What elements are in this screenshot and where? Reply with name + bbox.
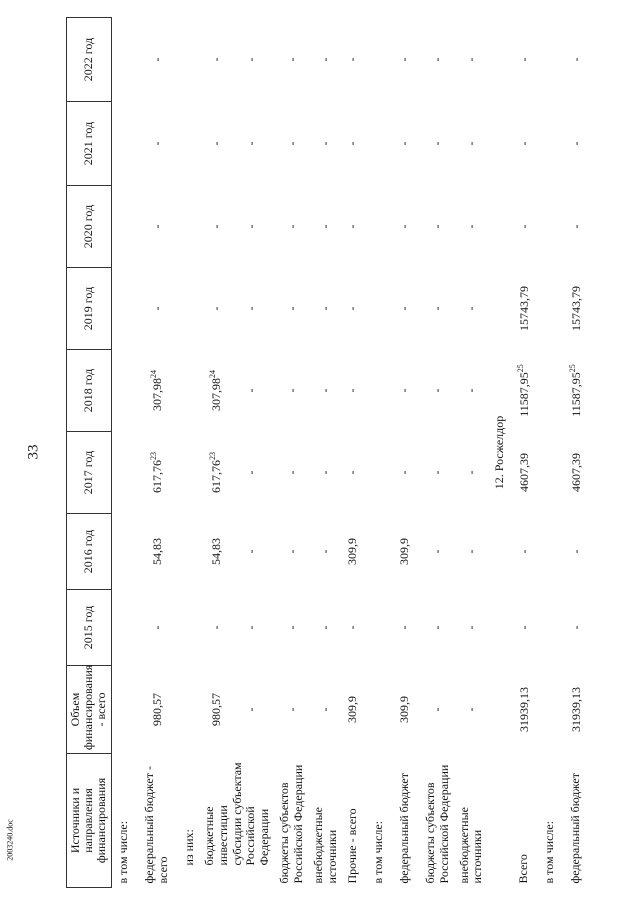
row-value [563,590,589,666]
row-value [537,186,563,268]
row-value [537,18,563,102]
table-row [366,18,392,888]
row-value [203,432,231,514]
row-value [137,350,177,432]
cell-value: - [430,57,445,62]
row-value [312,590,340,666]
row-value [312,102,340,186]
footnote-mark: 23 [148,452,158,460]
cell-value: - [430,388,445,393]
cell-value: - [318,306,333,311]
cell-value: - [516,57,531,62]
cell-value: - [463,388,478,393]
row-value [563,432,589,514]
row-value [537,350,563,432]
row-value [511,666,537,754]
row-label: федеральный бюджет [396,773,411,884]
row-value [418,590,458,666]
cell-value: - [243,625,258,630]
footnote-mark: 23 [208,452,218,460]
row-value [231,102,272,186]
row-label: Прочие - всего [344,808,359,884]
row-value [111,350,137,432]
row-value [366,18,392,102]
row-value [458,350,486,432]
cell-value: - [397,224,412,229]
row-value [458,666,486,754]
row-value [418,432,458,514]
header-year: 2017 год [67,432,112,514]
row-value [511,186,537,268]
cell-value: - [430,707,445,712]
row-value [511,514,537,590]
row-value [137,590,177,666]
row-value [392,432,418,514]
cell-value: - [209,625,224,630]
cell-value: - [284,625,299,630]
row-value [537,268,563,350]
row-value [203,350,231,432]
row-value [366,514,392,590]
row-value [340,350,366,432]
row-value [537,432,563,514]
cell-value: - [345,625,360,630]
row-value [111,590,137,666]
row-label: бюджетные инвестиции [202,805,230,866]
row-value [392,590,418,666]
header-year: 2021 год [67,102,112,186]
row-value [177,102,203,186]
cell-value: 309,9 [397,538,412,565]
row-value [458,102,486,186]
row-value [392,268,418,350]
row-value [458,18,486,102]
header-total: Объем финансирования - всего [67,666,112,754]
cell-value: 309,9 [345,696,360,723]
row-value [537,102,563,186]
row-value [418,514,458,590]
row-value [203,590,231,666]
cell-value: - [318,470,333,475]
cell-value: - [209,57,224,62]
row-label: федеральный бюджет [568,773,583,884]
row-value [177,268,203,350]
cell-value: - [284,224,299,229]
row-value [137,666,177,754]
row-value [418,186,458,268]
row-value [563,268,589,350]
cell-value: - [284,306,299,311]
row-value [392,666,418,754]
cell-value: - [149,57,164,62]
row-label: в том числе: [116,820,131,884]
row-value [272,590,312,666]
row-label: субсидии субъектам Российской Федерации [229,762,272,866]
cell-value: - [345,470,360,475]
row-value [272,268,312,350]
table-row [111,18,137,888]
row-label: бюджеты субъектов Российской Федерации [277,764,306,884]
section-title: 12. Росжелдор [491,415,506,490]
row-value [458,514,486,590]
cell-value: 307,98 [209,378,224,411]
row-value [458,590,486,666]
table-row [392,18,418,888]
table-row [137,18,177,888]
row-value [231,186,272,268]
row-value [177,186,203,268]
row-value [111,18,137,102]
cell-value: - [149,141,164,146]
row-value [231,514,272,590]
cell-value: - [397,57,412,62]
row-value [312,432,340,514]
row-value [177,666,203,754]
cell-value: - [243,224,258,229]
row-value [312,186,340,268]
table-row [511,18,537,888]
cell-value: 15743,79 [516,286,531,331]
row-value [177,590,203,666]
row-value [511,350,537,432]
table-row [563,18,589,888]
cell-value: - [568,141,583,146]
cell-value: - [284,549,299,554]
cell-value: - [568,625,583,630]
cell-value: - [397,388,412,393]
cell-value: - [209,306,224,311]
footnote-mark: 24 [208,370,218,378]
row-value [366,102,392,186]
cell-value: - [568,224,583,229]
row-value [392,514,418,590]
row-value [392,350,418,432]
row-value [511,590,537,666]
row-value [563,186,589,268]
row-value [511,18,537,102]
cell-value: - [284,141,299,146]
row-value [312,350,340,432]
cell-value: - [345,224,360,229]
header-year: 2016 год [67,514,112,590]
row-value [111,666,137,754]
table-row [231,18,272,888]
cell-value: - [463,549,478,554]
row-value [418,350,458,432]
cell-value: - [284,470,299,475]
row-value [312,268,340,350]
financing-table [66,17,589,888]
section-row [485,18,511,888]
row-value [537,666,563,754]
row-label: внебюджетные источники [311,807,339,884]
row-value [231,350,272,432]
cell-value: - [345,388,360,393]
header-year: 2022 год [67,18,112,102]
row-value [272,102,312,186]
row-value [340,268,366,350]
table-row [177,18,203,888]
row-value [177,350,203,432]
cell-value: - [318,625,333,630]
row-value [231,432,272,514]
cell-value: 980,57 [209,693,224,726]
row-value [458,268,486,350]
row-label: федеральный бюджет - всего [142,766,171,884]
row-value [203,268,231,350]
cell-value: - [430,549,445,554]
row-value [137,186,177,268]
cell-value: - [397,470,412,475]
header-year: 2020 год [67,186,112,268]
row-label: Всего [516,854,531,884]
row-value [511,432,537,514]
row-value [203,102,231,186]
cell-value: - [516,625,531,630]
cell-value: - [463,306,478,311]
row-value [231,590,272,666]
cell-value: 307,98 [149,378,164,411]
cell-value: - [284,388,299,393]
row-value [511,268,537,350]
row-value [340,186,366,268]
cell-value: - [318,224,333,229]
row-value [366,590,392,666]
footnote-mark: 25 [567,364,577,373]
cell-value: - [568,57,583,62]
row-value [563,18,589,102]
cell-value: - [149,224,164,229]
cell-value: - [243,141,258,146]
row-label: в том числе: [542,820,557,884]
row-value [312,18,340,102]
cell-value: - [284,707,299,712]
cell-value: - [516,549,531,554]
row-value [418,102,458,186]
row-value [340,18,366,102]
row-value [458,432,486,514]
cell-value: 11587,95 [516,372,531,417]
cell-value: - [318,549,333,554]
row-value [511,102,537,186]
footnote-mark: 24 [148,370,158,378]
header-year: 2018 год [67,350,112,432]
cell-value: - [243,707,258,712]
row-value [312,666,340,754]
cell-value: 31939,13 [516,687,531,732]
cell-value: - [430,625,445,630]
cell-value: 980,57 [149,693,164,726]
header-year: 2015 год [67,590,112,666]
row-value [366,268,392,350]
cell-value: 617,76 [209,460,224,493]
row-label: внебюджетные источники [456,807,485,884]
cell-value: - [463,141,478,146]
row-value [272,186,312,268]
table-row [537,18,563,888]
cell-value: 11587,95 [568,372,583,417]
row-value [203,18,231,102]
cell-value: - [318,707,333,712]
row-value [137,514,177,590]
cell-value: - [430,224,445,229]
row-value [203,514,231,590]
row-value [111,514,137,590]
table-row [203,18,231,888]
row-value [418,268,458,350]
cell-value: 54,83 [209,538,224,565]
row-label: бюджеты субъектов Российской Федерации [422,764,451,884]
cell-value: - [463,707,478,712]
cell-value: - [243,388,258,393]
row-label: из них: [182,829,197,866]
row-value [366,186,392,268]
row-label: в том числе: [370,820,385,884]
cell-value: 617,76 [149,460,164,493]
cell-value: - [318,388,333,393]
row-value [312,514,340,590]
row-value [111,102,137,186]
row-value [340,666,366,754]
row-value [272,514,312,590]
cell-value: - [243,57,258,62]
row-value [366,350,392,432]
cell-value: 4607,39 [516,453,531,492]
table-header-row [67,18,112,888]
row-value [137,432,177,514]
row-value [137,268,177,350]
row-value [418,18,458,102]
row-value [272,18,312,102]
header-source: Источники и направления финансирования [67,754,112,888]
cell-value: - [318,57,333,62]
cell-value: - [243,549,258,554]
row-value [203,666,231,754]
row-value [231,268,272,350]
table-row [340,18,366,888]
cell-value: 309,9 [345,538,360,565]
cell-value: - [568,549,583,554]
cell-value: - [149,625,164,630]
page-number: 33 [25,444,42,460]
footnote-mark: 25 [515,364,525,373]
row-value [392,186,418,268]
row-value [340,102,366,186]
cell-value: - [243,470,258,475]
row-value [537,590,563,666]
row-value [177,514,203,590]
table-row [418,18,458,888]
row-value [137,18,177,102]
table-row [458,18,486,888]
row-value [203,186,231,268]
cell-value: - [284,57,299,62]
cell-value: - [209,224,224,229]
row-value [231,666,272,754]
cell-value: - [463,470,478,475]
document-code: 2003240.doc [5,819,15,861]
row-value [111,432,137,514]
cell-value: - [209,141,224,146]
row-value [392,18,418,102]
cell-value: - [516,141,531,146]
row-value [111,268,137,350]
cell-value: - [345,306,360,311]
cell-value: - [243,306,258,311]
row-value [563,666,589,754]
row-value [458,186,486,268]
row-value [272,350,312,432]
cell-value: - [397,306,412,311]
cell-value: - [516,224,531,229]
cell-value: 31939,13 [568,687,583,732]
row-value [177,18,203,102]
financing-table-container [66,18,606,888]
row-value [137,102,177,186]
cell-value: - [397,625,412,630]
row-value [563,102,589,186]
cell-value: - [463,57,478,62]
cell-value: - [318,141,333,146]
row-value [111,186,137,268]
row-value [563,514,589,590]
cell-value: - [430,306,445,311]
row-value [366,432,392,514]
row-value [272,432,312,514]
table-row [312,18,340,888]
row-value [231,18,272,102]
row-value [418,666,458,754]
cell-value: - [463,224,478,229]
row-value [177,432,203,514]
row-value [366,666,392,754]
row-value [340,514,366,590]
cell-value: - [430,470,445,475]
row-value [272,666,312,754]
cell-value: 15743,79 [568,286,583,331]
table-body [111,18,589,888]
cell-value: - [463,625,478,630]
cell-value: - [430,141,445,146]
row-value [340,432,366,514]
header-year: 2019 год [67,268,112,350]
row-value [340,590,366,666]
cell-value: - [149,306,164,311]
cell-value: 309,9 [397,696,412,723]
table-row [272,18,312,888]
row-value [392,102,418,186]
cell-value: - [397,141,412,146]
cell-value: 54,83 [149,538,164,565]
row-value [563,350,589,432]
cell-value: - [345,141,360,146]
cell-value: 4607,39 [568,453,583,492]
cell-value: - [345,57,360,62]
row-value [537,514,563,590]
